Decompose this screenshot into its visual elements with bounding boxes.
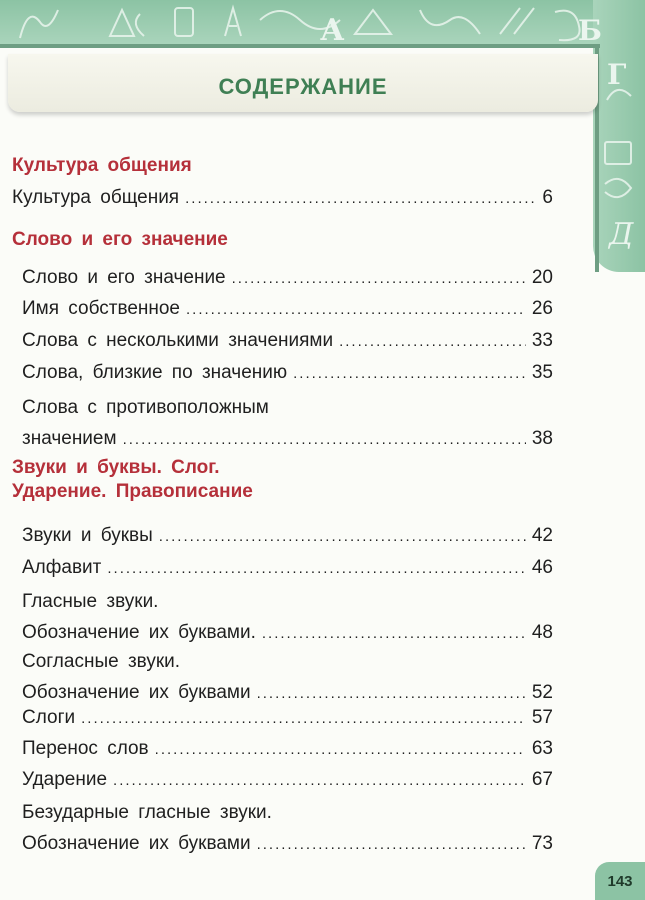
decor-letter: Г — [607, 58, 627, 91]
toc-page-number: 42 — [531, 525, 553, 546]
toc-page-number: 48 — [531, 622, 553, 643]
toc-entry[interactable] — [22, 590, 553, 645]
toc-page-number: 57 — [531, 707, 553, 728]
page-title: СОДЕРЖАНИЕ — [218, 74, 388, 99]
toc-entry[interactable] — [22, 266, 553, 290]
section-heading-line: Слово и его значение — [12, 229, 228, 250]
leaf-icon — [225, 8, 241, 36]
toc-entry[interactable] — [22, 706, 553, 730]
bell-icon — [110, 10, 134, 36]
toc-page-number: 63 — [531, 738, 553, 759]
toc-entry[interactable] — [12, 186, 553, 210]
toc-entry[interactable] — [22, 737, 553, 761]
dot-leader — [113, 769, 526, 793]
toc-entry-title: Ударение — [22, 769, 108, 790]
toc-entry[interactable] — [22, 361, 553, 385]
side-decor-doodles — [593, 44, 645, 272]
toc-page-number: 73 — [531, 833, 553, 854]
swirl-icon — [607, 90, 631, 100]
page-number: 143 — [607, 873, 633, 890]
toc-page-number: 46 — [531, 557, 553, 578]
toc-entry[interactable] — [22, 801, 553, 856]
dot-leader — [257, 682, 526, 706]
toc-page-number: 26 — [531, 298, 553, 319]
toc-entry-title: Слова, близкие по значению — [22, 362, 288, 383]
decor-border-line — [0, 44, 600, 48]
section-heading — [12, 456, 253, 504]
toc-entry-title-cont: значением — [22, 428, 117, 449]
pencil-icon — [500, 8, 534, 34]
toc-page-number: 67 — [531, 769, 553, 790]
dot-leader — [232, 267, 526, 291]
dot-leader — [339, 330, 526, 354]
toc-page-number: 6 — [542, 187, 553, 208]
dot-leader — [155, 738, 526, 762]
toc-page-number: 33 — [531, 330, 553, 351]
dot-leader — [293, 362, 526, 386]
toc-page-number: 52 — [531, 682, 553, 703]
toc-entry-title: Звуки и буквы — [22, 525, 153, 546]
swirl-icon — [555, 11, 580, 41]
section-heading — [12, 228, 228, 252]
dot-leader — [257, 833, 526, 857]
dot-leader — [81, 707, 526, 731]
toc-entry-title: Культура общения — [12, 187, 180, 208]
section-heading — [12, 154, 192, 178]
dot-leader — [186, 298, 526, 322]
section-heading-line: Ударение. Правописание — [12, 481, 253, 502]
toc-entry[interactable] — [22, 329, 553, 353]
toc-entry[interactable] — [22, 297, 553, 321]
toc-entry-title-cont: Обозначение их буквами. — [22, 622, 256, 643]
toc-entry-title: Перенос слов — [22, 738, 149, 759]
toc-entry-title: Слово и его значение — [22, 267, 226, 288]
decor-doodles — [0, 0, 645, 44]
book-icon — [175, 8, 193, 36]
toc-entry-title: Слоги — [22, 707, 76, 728]
book-open-icon — [355, 10, 391, 34]
shell-icon — [605, 179, 631, 197]
toc-page-number: 38 — [531, 428, 553, 449]
toc-entry-title: Согласные звуки. — [22, 651, 181, 672]
toc-entry-title: Безударные гласные звуки. — [22, 802, 272, 823]
toc-entry[interactable] — [22, 524, 553, 548]
page-number-tab — [595, 862, 645, 900]
section-heading-line: Звуки и буквы. Слог. — [12, 457, 220, 478]
decor-letter: Б — [578, 14, 602, 44]
swirl-icon — [136, 14, 144, 36]
dot-leader — [107, 557, 525, 581]
dot-leader — [185, 187, 536, 211]
dot-leader — [159, 525, 526, 549]
toc-entry-title: Гласные звуки. — [22, 591, 159, 612]
toc-page-number: 35 — [531, 362, 553, 383]
dot-leader — [262, 622, 526, 646]
toc-entry-title: Слова с противоположным — [22, 397, 269, 418]
toc-entry-title: Слова с несколькими значениями — [22, 330, 334, 351]
dot-leader — [123, 428, 526, 452]
pen-icon — [420, 10, 480, 34]
toc-entry-title-cont: Обозначение их буквами — [22, 833, 251, 854]
title-banner — [8, 54, 598, 112]
toc-entry[interactable] — [22, 556, 553, 580]
toc-entry-title: Алфавит — [22, 557, 102, 578]
toc-entry[interactable] — [22, 396, 553, 451]
decor-letter: Д — [609, 217, 634, 252]
toc-page-number: 20 — [531, 267, 553, 288]
swirl-icon — [20, 10, 58, 38]
toc-entry[interactable] — [22, 768, 553, 792]
toc-entry-title-cont: Обозначение их буквами — [22, 682, 251, 703]
book-icon — [605, 142, 631, 164]
decor-letter: А — [320, 13, 345, 44]
toc-entry[interactable] — [22, 650, 553, 705]
toc-entry-title: Имя собственное — [22, 298, 181, 319]
section-heading-line: Культура общения — [12, 155, 192, 176]
